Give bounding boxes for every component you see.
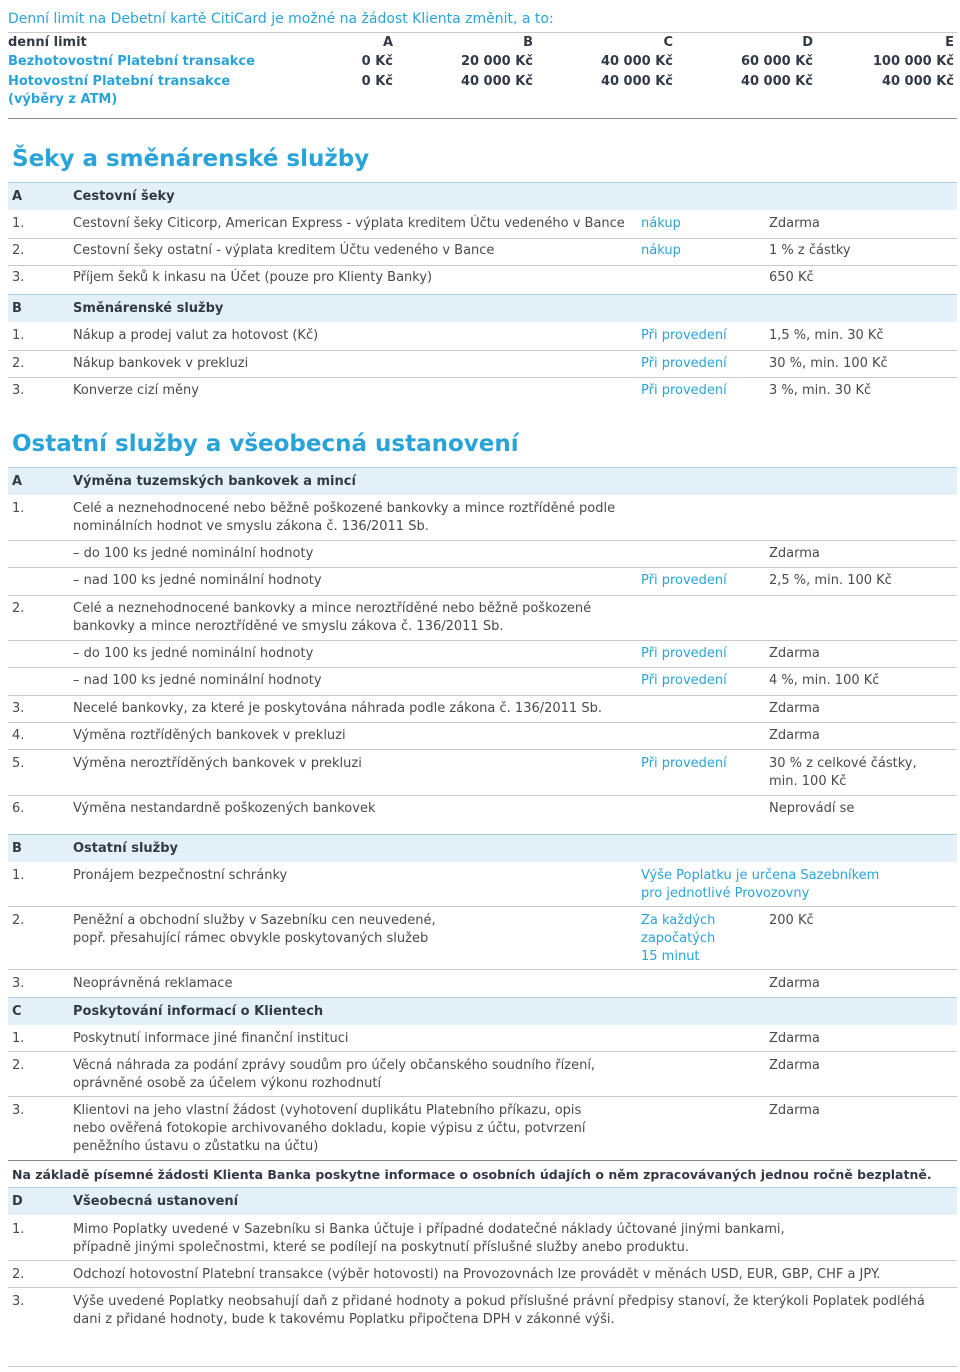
row-fee: 2,5 %, min. 100 Kč [769,573,892,588]
row-fee: Zdarma [769,1058,820,1073]
row-fee: 30 %, min. 100 Kč [769,356,888,371]
row-num: 1. [12,1222,25,1237]
row-num: 1. [12,868,25,883]
divider [8,722,957,723]
divider [8,1096,957,1097]
row-condition: nákup [641,243,681,258]
limit-row-label: Bezhotovostní Platební transakce [8,54,255,69]
row-text: Výměna neroztříděných bankovek v prekluzi [73,756,362,771]
limit-value: 20 000 Kč [460,54,533,69]
row-text: bankovky a mince neroztříděné ve smyslu zákova č. 136/2011 Sb. [73,619,504,634]
subsection-title: Cestovní šeky [73,189,175,204]
divider [8,749,957,750]
row-num: 1. [12,1031,25,1046]
row-fee: Zdarma [769,1103,820,1118]
note-text: Na základě písemné žádosti Klienta Banka poskytne informace o osobních údajích o něm zpracovávaných jednou ročně bezplatně. [12,1167,932,1182]
limit-value: 0 Kč [361,54,393,69]
divider [8,640,957,641]
row-fee: 4 %, min. 100 Kč [769,673,880,688]
row-text: nominálních hodnot ve smyslu zákona č. 136/2011 Sb. [73,519,429,534]
row-text: nebo ověřená fotokopie archivovaného dokladu, kopie výpisu z účtu, potvrzení [73,1121,586,1136]
row-condition: Při provedení [641,328,727,343]
limit-value: 100 000 Kč [872,54,954,69]
row-num: 2. [12,913,25,928]
limit-col-b: B [523,35,533,50]
section-title: Ostatní služby a všeobecná ustanovení [12,431,519,457]
subsection-title: Všeobecná ustanovení [73,1194,239,1209]
divider [8,906,957,907]
row-text: dani z přidané hodnoty, bude k takovému Poplatku připočtena DPH v zákonné výši. [73,1312,615,1327]
limit-value: 40 000 Kč [600,54,673,69]
divider [8,238,957,239]
subsection-header [8,182,957,210]
row-text: Věcná náhrada za podání zprávy soudům pro účely občanského soudního řízení, [73,1058,596,1073]
row-fee: 650 Kč [769,270,814,285]
subsection-title: Ostatní služby [73,841,179,856]
row-num: 3. [12,976,25,991]
row-num: 1. [12,216,25,231]
row-condition: pro jednotlivé Provozovny [641,886,810,901]
row-num: 2. [12,1267,25,1282]
subsection-header [8,294,957,322]
row-condition: Při provedení [641,356,727,371]
limit-col-d: D [802,35,813,50]
limit-value: 40 000 Kč [460,74,533,89]
row-condition: Při provedení [641,573,727,588]
row-fee: Zdarma [769,701,820,716]
row-text: peněžního ústavu o zůstatku na účtu) [73,1139,319,1154]
row-fee: 3 %, min. 30 Kč [769,383,872,398]
divider [8,1287,957,1288]
row-fee: 200 Kč [769,913,814,928]
subsection-header [8,467,957,495]
row-num: 1. [12,328,25,343]
row-text: Klientovi na jeho vlastní žádost (vyhotovení duplikátu Platebního příkazu, opis [73,1103,582,1118]
subsection-letter: A [12,474,23,489]
row-num: 2. [12,1058,25,1073]
row-text: oprávněné osobě za účelem výkonu rozhodnutí [73,1076,382,1091]
divider [8,1260,957,1261]
row-text: Neoprávněná reklamace [73,976,233,991]
row-text: Výměna nestandardně poškozených bankovek [73,801,376,816]
row-fee: Zdarma [769,216,820,231]
row-fee: Zdarma [769,976,820,991]
row-text: Konverze cizí měny [73,383,199,398]
row-num: 4. [12,728,25,743]
intro-text: Denní limit na Debetní kartě CitiCard je možné na žádost Klienta změnit, a to: [8,11,554,27]
subsection-header [8,834,957,862]
subsection-title: Výměna tuzemských bankovek a mincí [73,474,356,489]
row-num: 3. [12,383,25,398]
row-num: 2. [12,601,25,616]
divider [8,540,957,541]
row-num: 2. [12,356,25,371]
row-condition: 15 minut [641,949,700,964]
divider [8,667,957,668]
limit-col-a: A [382,35,393,50]
subsection-title: Poskytování informací o Klientech [73,1004,324,1019]
divider [8,118,957,119]
row-text: popř. přesahující rámec obvykle poskytovaných služeb [73,931,429,946]
divider [8,695,957,696]
row-text: Poskytnutí informace jiné finanční instituci [73,1031,349,1046]
divider [8,1051,957,1052]
row-fee: Zdarma [769,728,820,743]
subsection-header [8,1187,957,1215]
subsection-letter: B [12,301,22,316]
row-condition: Za každých [641,913,716,928]
row-fee: 1,5 %, min. 30 Kč [769,328,884,343]
limit-col-e: E [945,35,954,50]
divider [8,595,957,596]
row-condition: započatých [641,931,716,946]
row-condition: Při provedení [641,383,727,398]
row-num: 1. [12,501,25,516]
row-text: Pronájem bezpečnostní schránky [73,868,288,883]
row-condition: Při provedení [641,756,727,771]
row-num: 6. [12,801,25,816]
row-text: – do 100 ks jedné nominální hodnoty [73,546,314,561]
row-condition: Výše Poplatku je určena Sazebníkem [641,868,880,883]
limits-header-label: denní limit [8,35,87,50]
divider [8,567,957,568]
row-condition: Při provedení [641,646,727,661]
limit-col-c: C [663,35,673,50]
subsection-letter: B [12,841,22,856]
divider [8,795,957,796]
divider [8,1160,957,1161]
row-num: 5. [12,756,25,771]
subsection-header [8,997,957,1025]
row-fee: Zdarma [769,646,820,661]
row-text: Cestovní šeky ostatní - výplata kreditem Účtu vedeného v Bance [73,243,495,258]
limit-value: 40 000 Kč [600,74,673,89]
divider [8,1366,957,1367]
section-title: Šeky a směnárenské služby [12,146,370,172]
row-text: – do 100 ks jedné nominální hodnoty [73,646,314,661]
subsection-letter: A [12,189,23,204]
row-text: Peněžní a obchodní služby v Sazebníku cen neuvedené, [73,913,436,928]
row-fee: Zdarma [769,546,820,561]
row-text: Celé a neznehodnocené nebo běžně poškozené bankovky a mince roztříděné podle [73,501,616,516]
divider [8,265,957,266]
row-text: Příjem šeků k inkasu na Účet (pouze pro Klienty Banky) [73,270,433,285]
row-fee: 30 % z celkové částky, [769,756,917,771]
row-fee: Zdarma [769,1031,820,1046]
row-text: Výměna roztříděných bankovek v prekluzi [73,728,346,743]
row-text: Necelé bankovky, za které je poskytována náhrada podle zákona č. 136/2011 Sb. [73,701,602,716]
row-text: Odchozí hotovostní Platební transakce (výběr hotovosti) na Provozovnách lze provádět v měnách USD, EUR, GBP, CHF a JPY. [73,1267,881,1282]
divider [8,350,957,351]
limit-value: 60 000 Kč [740,54,813,69]
divider [8,32,957,33]
row-text: Celé a neznehodnocené bankovky a mince neroztříděné nebo běžně poškozené [73,601,592,616]
limit-row-label: Hotovostní Platební transakce [8,74,231,89]
row-text: – nad 100 ks jedné nominální hodnoty [73,573,322,588]
row-text: Cestovní šeky Citicorp, American Express - výplata kreditem Účtu vedeného v Bance [73,216,625,231]
row-num: 3. [12,1103,25,1118]
subsection-letter: D [12,1194,23,1209]
subsection-title: Směnárenské služby [73,301,224,316]
divider [8,969,957,970]
row-text: Nákup a prodej valut za hotovost (Kč) [73,328,319,343]
subsection-letter: C [12,1004,22,1019]
limit-value: 0 Kč [361,74,393,89]
row-text: Nákup bankovek v prekluzi [73,356,249,371]
row-num: 2. [12,243,25,258]
row-num: 3. [12,701,25,716]
row-condition: nákup [641,216,681,231]
row-fee: min. 100 Kč [769,774,847,789]
limit-value: 40 000 Kč [740,74,813,89]
row-text: Mimo Poplatky uvedené v Sazebníku si Banka účtuje i případné dodatečné náklady účtované jinými bankami, [73,1222,785,1237]
divider [8,377,957,378]
row-condition: Při provedení [641,673,727,688]
limit-value: 40 000 Kč [881,74,954,89]
row-fee: 1 % z částky [769,243,851,258]
row-text: případně jinými společnostmi, které se podílejí na poskytnutí příslušné služby anebo produktu. [73,1240,689,1255]
row-fee: Neprovádí se [769,801,855,816]
row-num: 3. [12,1294,25,1309]
limit-row-label-sub: (výběry z ATM) [8,92,118,107]
row-text: Výše uvedené Poplatky neobsahují daň z přidané hodnoty a pokud příslušné právní předpisy stanoví, že kterýkoli Poplatek podléhá [73,1294,925,1309]
row-num: 3. [12,270,25,285]
row-text: – nad 100 ks jedné nominální hodnoty [73,673,322,688]
